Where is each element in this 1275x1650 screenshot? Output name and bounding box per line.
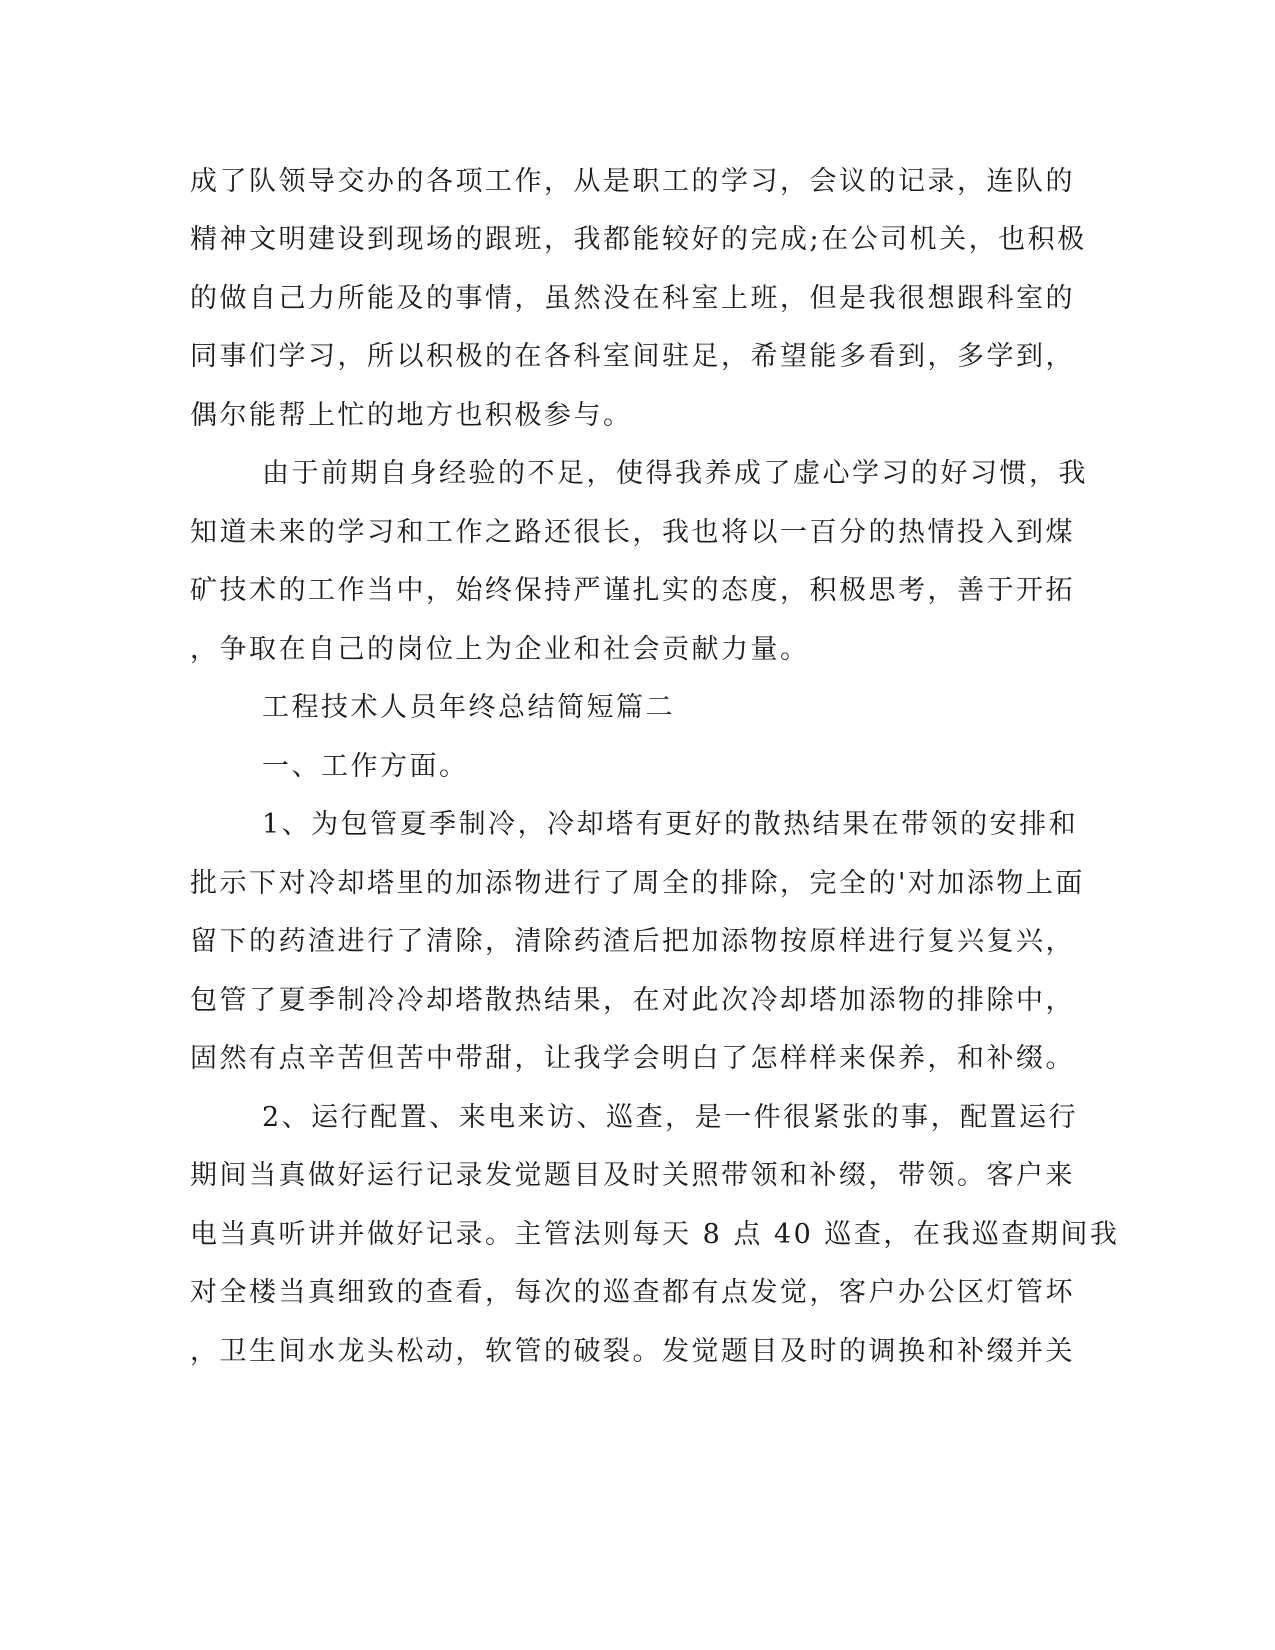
text-line: 同事们学习，所以积极的在各科室间驻足，希望能多看到，多学到， <box>190 341 1075 372</box>
paragraph-first-line: 1、为包管夏季制冷，冷却塔有更好的散热结果在带领的安排和 <box>262 809 1079 840</box>
text-line: 的做自己力所能及的事情，虽然没在科室上班，但是我很想跟科室的 <box>190 283 1075 314</box>
text-line: 对全楼当真细致的查看，每次的巡查都有点发觉，客户办公区灯管坏 <box>190 1277 1075 1308</box>
paragraph-first-line: 2、运行配置、来电来访、巡查，是一件很紧张的事，配置运行 <box>262 1102 1079 1133</box>
paragraph-first-line: 由于前期自身经验的不足，使得我养成了虚心学习的好习惯，我 <box>262 458 1088 489</box>
text-line: 留下的药渣进行了清除，清除药渣后把加添物按原样进行复兴复兴， <box>190 926 1075 957</box>
text-line: ，争取在自己的岗位上为企业和社会贡献力量。 <box>190 634 810 665</box>
text-line: 矿技术的工作当中，始终保持严谨扎实的态度，积极思考，善于开拓 <box>190 575 1075 606</box>
text-line: 精神文明建设到现场的跟班，我都能较好的完成;在公司机关，也积极 <box>190 224 1087 255</box>
text-line: 成了队领导交办的各项工作，从是职工的学习，会议的记录，连队的 <box>190 166 1075 197</box>
text-line: 批示下对冷却塔里的加添物进行了周全的排除，完全的'对加添物上面 <box>190 868 1085 899</box>
text-line: 偶尔能帮上忙的地方也积极参与。 <box>190 400 633 431</box>
text-line: 知道未来的学习和工作之路还很长，我也将以一百分的热情投入到煤 <box>190 517 1075 548</box>
text-line: 期间当真做好运行记录发觉题目及时关照带领和补缀，带领。客户来 <box>190 1160 1075 1191</box>
text-line: 包管了夏季制冷冷却塔散热结果，在对此次冷却塔加添物的排除中， <box>190 985 1075 1016</box>
section-heading: 一、工作方面。 <box>262 751 469 782</box>
text-line: 电当真听讲并做好记录。主管法则每天 8 点 40 巡查，在我巡查期间我 <box>190 1219 1120 1250</box>
text-line: ，卫生间水龙头松动，软管的破裂。发觉题目及时的调换和补缀并关 <box>190 1336 1075 1367</box>
text-line: 固然有点辛苦但苦中带甜，让我学会明白了怎样样来保养，和补缀。 <box>190 1043 1075 1074</box>
section-title: 工程技术人员年终总结简短篇二 <box>262 692 675 723</box>
